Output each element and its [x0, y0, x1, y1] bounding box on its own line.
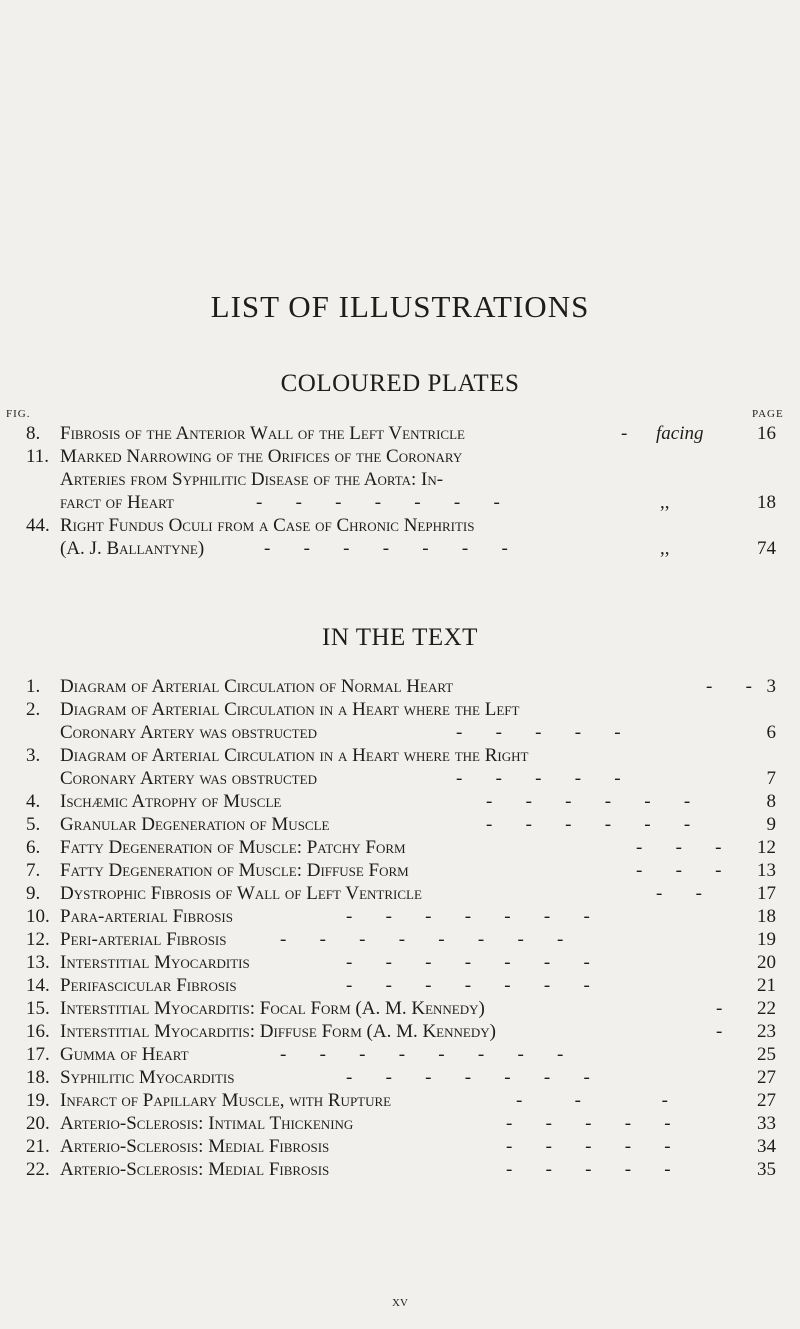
entry-page: 12: [757, 837, 776, 858]
leader-dots: - - - - -: [456, 722, 621, 743]
entry-title: Fibrosis of the Anterior Wall of the Left Ventricle: [60, 423, 465, 444]
entry-page: 27: [757, 1090, 776, 1111]
entry-page: 22: [757, 998, 776, 1019]
entry-number: 44.: [26, 515, 50, 536]
entry-title: Gumma of Heart: [60, 1044, 189, 1065]
leader-dots: - - - - -: [456, 768, 621, 789]
entry-title-line: Right Fundus Oculi from a Case of Chronic Nephritis: [60, 515, 475, 536]
entry-title: Ischæmic Atrophy of Muscle: [60, 791, 282, 812]
entry-number: 17.: [26, 1044, 50, 1065]
entry-number: 3.: [26, 745, 41, 766]
leader-dots: - - - - -: [506, 1136, 671, 1157]
entry-page: 7: [766, 768, 776, 789]
leader-dots: - - -: [636, 860, 722, 881]
list-item: [26, 676, 776, 699]
list-item: [26, 1044, 776, 1067]
entry-number: 7.: [26, 860, 41, 881]
entry-number: 6.: [26, 837, 41, 858]
entry-number: 8.: [26, 423, 41, 444]
entry-title-line: farct of Heart: [60, 492, 174, 513]
entry-title: Arterio-Sclerosis: Medial Fibrosis: [60, 1136, 330, 1157]
list-item: [26, 860, 776, 883]
leader-dots: - - - - -: [506, 1113, 671, 1134]
list-item: [26, 722, 776, 745]
list-item: [26, 837, 776, 860]
entry-number: 20.: [26, 1113, 50, 1134]
entry-title: Syphilitic Myocarditis: [60, 1067, 235, 1088]
leader-dots: - -: [706, 676, 752, 697]
entry-number: 22.: [26, 1159, 50, 1180]
entry-number: 12.: [26, 929, 50, 950]
entry-title: Arterio-Sclerosis: Medial Fibrosis: [60, 1159, 330, 1180]
entry-page: 13: [757, 860, 776, 881]
entry-title: Para-arterial Fibrosis: [60, 906, 233, 927]
entry-page: 19: [757, 929, 776, 950]
page-folio: xv: [392, 1293, 408, 1310]
entry-title-line: Coronary Artery was obstructed: [60, 768, 317, 789]
list-item: [26, 952, 776, 975]
list-item: [26, 998, 776, 1021]
list-item: [26, 929, 776, 952]
list-item: [26, 768, 776, 791]
entry-title: Granular Degeneration of Muscle: [60, 814, 330, 835]
leader-dots: - - - - - - - -: [280, 1044, 564, 1065]
list-item: [26, 1159, 776, 1182]
leader-dots: - - - - -: [506, 1159, 671, 1180]
entry-page: 18: [757, 906, 776, 927]
in-the-text-heading: IN THE TEXT: [322, 624, 478, 651]
entry-page: 21: [757, 975, 776, 996]
entry-title-line: Coronary Artery was obstructed: [60, 722, 317, 743]
list-item: [26, 1113, 776, 1136]
entry-number: 5.: [26, 814, 41, 835]
entry-title-line: Marked Narrowing of the Orifices of the Coronary: [60, 446, 463, 467]
entry-number: 10.: [26, 906, 50, 927]
entry-number: 1.: [26, 676, 41, 697]
entry-page: 6: [766, 722, 776, 743]
entry-page: 9: [766, 814, 776, 835]
entry-title-line: (A. J. Ballantyne): [60, 538, 205, 559]
entry-title: Fatty Degeneration of Muscle: Patchy Form: [60, 837, 406, 858]
page-column-label: PAGE: [752, 408, 784, 420]
list-item: [26, 745, 776, 768]
entry-page: 34: [757, 1136, 776, 1157]
entry-title-line: Diagram of Arterial Circulation in a Heart where the Right: [60, 745, 529, 766]
entry-title-line: Arteries from Syphilitic Disease of the Aorta: In-: [60, 469, 444, 490]
entry-title: Interstitial Myocarditis: [60, 952, 250, 973]
plate-entry: [26, 446, 776, 515]
leader-dots: - - -: [516, 1090, 668, 1111]
entry-title: Interstitial Myocarditis: Focal Form (A. M. Kennedy): [60, 998, 485, 1019]
leader-dots: - - - - - - -: [346, 906, 590, 927]
entry-title: Infarct of Papillary Muscle, with Rupture: [60, 1090, 392, 1111]
leader-dots: - -: [656, 883, 702, 904]
entry-page: 74: [757, 538, 776, 559]
entry-page: 17: [757, 883, 776, 904]
list-item: [26, 814, 776, 837]
leader-dots: - - - - - -: [486, 791, 691, 812]
entry-number: 13.: [26, 952, 50, 973]
fig-column-label: FIG.: [6, 408, 31, 420]
entry-title: Peri-arterial Fibrosis: [60, 929, 227, 950]
entry-page: 35: [757, 1159, 776, 1180]
leader-dots: - - - - - - -: [264, 538, 508, 559]
entry-page: 20: [757, 952, 776, 973]
entry-number: 19.: [26, 1090, 50, 1111]
entry-page: 25: [757, 1044, 776, 1065]
leader-dots: - - - - - - -: [346, 1067, 590, 1088]
list-item: [26, 883, 776, 906]
list-item: [26, 1090, 776, 1113]
leader-dots: -: [621, 423, 628, 444]
page-title: LIST OF ILLUSTRATIONS: [210, 289, 590, 324]
entry-number: 15.: [26, 998, 50, 1019]
entry-number: 11.: [26, 446, 50, 467]
entry-page: 16: [757, 423, 776, 444]
plate-entry: [26, 423, 776, 446]
leader-dots: - - - - - - -: [346, 975, 590, 996]
leader-dots: - - - - - - - -: [280, 929, 564, 950]
leader-dots: - - -: [636, 837, 722, 858]
plate-entry: [26, 515, 776, 561]
entry-title: Arterio-Sclerosis: Intimal Thickening: [60, 1113, 354, 1134]
entry-number: 2.: [26, 699, 41, 720]
entry-number: 14.: [26, 975, 50, 996]
entry-title: Dystrophic Fibrosis of Wall of Left Ventricle: [60, 883, 422, 904]
entry-number: 9.: [26, 883, 41, 904]
entry-page: 33: [757, 1113, 776, 1134]
list-item: [26, 1021, 776, 1044]
leader-dots: -: [716, 998, 723, 1019]
leader-dots: - - - - - -: [486, 814, 691, 835]
text-entry-list: [26, 676, 776, 1182]
list-item: [26, 1067, 776, 1090]
ditto-marker: ,,: [660, 538, 670, 559]
entry-page: 27: [757, 1067, 776, 1088]
entry-page: 8: [766, 791, 776, 812]
coloured-plates-heading: COLOURED PLATES: [280, 370, 520, 397]
list-item: [26, 906, 776, 929]
leader-dots: - - - - - - -: [256, 492, 500, 513]
entry-page: 18: [757, 492, 776, 513]
list-item: [26, 975, 776, 998]
list-item: [26, 699, 776, 722]
entry-number: 18.: [26, 1067, 50, 1088]
entry-number: 21.: [26, 1136, 50, 1157]
list-item: [26, 1136, 776, 1159]
entry-title: Fatty Degeneration of Muscle: Diffuse Form: [60, 860, 409, 881]
entry-page: 3: [766, 676, 776, 697]
ditto-marker: ,,: [660, 492, 670, 513]
leader-dots: - - - - - - -: [346, 952, 590, 973]
entry-title-line: Diagram of Arterial Circulation in a Heart where the Left: [60, 699, 520, 720]
facing-marker: facing: [656, 423, 704, 444]
entry-number: 4.: [26, 791, 41, 812]
list-item: [26, 791, 776, 814]
entry-title: Diagram of Arterial Circulation of Normal Heart: [60, 676, 454, 697]
leader-dots: -: [716, 1021, 723, 1042]
entry-title: Interstitial Myocarditis: Diffuse Form (A. M. Kennedy): [60, 1021, 496, 1042]
entry-title: Perifascicular Fibrosis: [60, 975, 237, 996]
entry-number: 16.: [26, 1021, 50, 1042]
entry-page: 23: [757, 1021, 776, 1042]
